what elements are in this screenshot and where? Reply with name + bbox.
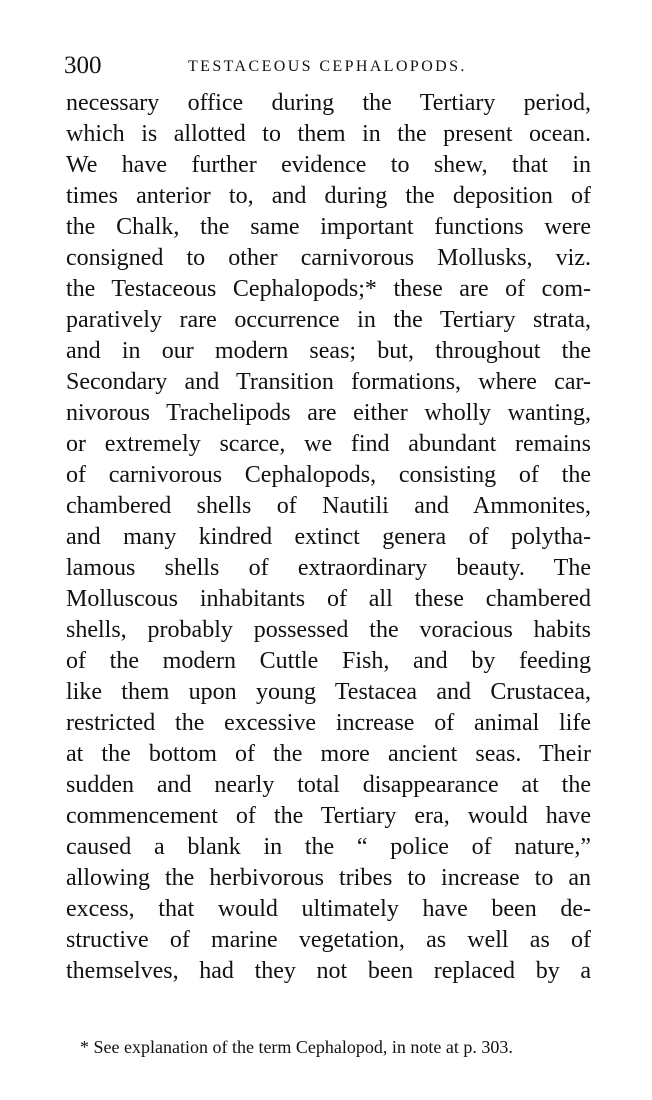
text-line: lamous shells of extraordinary beauty. The <box>66 555 591 581</box>
text-line: nivorous Trachelipods are either wholly wanting, <box>66 400 591 426</box>
text-line: which is allotted to them in the present ocean. <box>66 121 591 147</box>
page-number: 300 <box>64 52 102 79</box>
text-line: necessary office during the Tertiary period, <box>66 90 591 116</box>
text-line: We have further evidence to shew, that in <box>66 152 591 178</box>
text-line: allowing the herbivorous tribes to increase to an <box>66 865 591 891</box>
text-line: consigned to other carnivorous Mollusks, viz. <box>66 245 591 271</box>
text-line: shells, probably possessed the voracious habits <box>66 617 591 643</box>
text-line: of the modern Cuttle Fish, and by feeding <box>66 648 591 674</box>
text-line: and in our modern seas; but, throughout the <box>66 338 591 364</box>
text-line: chambered shells of Nautili and Ammonites, <box>66 493 591 519</box>
text-line: commencement of the Tertiary era, would have <box>66 803 591 829</box>
running-head <box>64 52 594 82</box>
text-line: excess, that would ultimately have been de- <box>66 896 591 922</box>
text-line: or extremely scarce, we find abundant remains <box>66 431 591 457</box>
running-title: TESTACEOUS CEPHALOPODS. <box>188 58 467 75</box>
footnote: * See explanation of the term Cephalopod, in note at p. 303. <box>80 1037 513 1057</box>
text-line: and many kindred extinct genera of polytha- <box>66 524 591 550</box>
text-line: Molluscous inhabitants of all these chambered <box>66 586 591 612</box>
text-line: of carnivorous Cephalopods, consisting of the <box>66 462 591 488</box>
text-line: Secondary and Transition formations, where car- <box>66 369 591 395</box>
text-line: times anterior to, and during the deposition of <box>66 183 591 209</box>
text-line: the Chalk, the same important functions were <box>66 214 591 240</box>
text-line: themselves, had they not been replaced by a <box>66 958 591 984</box>
text-line: structive of marine vegetation, as well as of <box>66 927 591 953</box>
text-line: at the bottom of the more ancient seas. Their <box>66 741 591 767</box>
text-line: restricted the excessive increase of animal life <box>66 710 591 736</box>
text-line: like them upon young Testacea and Crustacea, <box>66 679 591 705</box>
text-line: sudden and nearly total disappearance at the <box>66 772 591 798</box>
text-line: paratively rare occurrence in the Tertiary strata, <box>66 307 591 333</box>
text-line: the Testaceous Cephalopods;* these are of com- <box>66 276 591 302</box>
text-line: caused a blank in the “ police of nature,” <box>66 834 591 860</box>
body-text <box>66 88 591 987</box>
